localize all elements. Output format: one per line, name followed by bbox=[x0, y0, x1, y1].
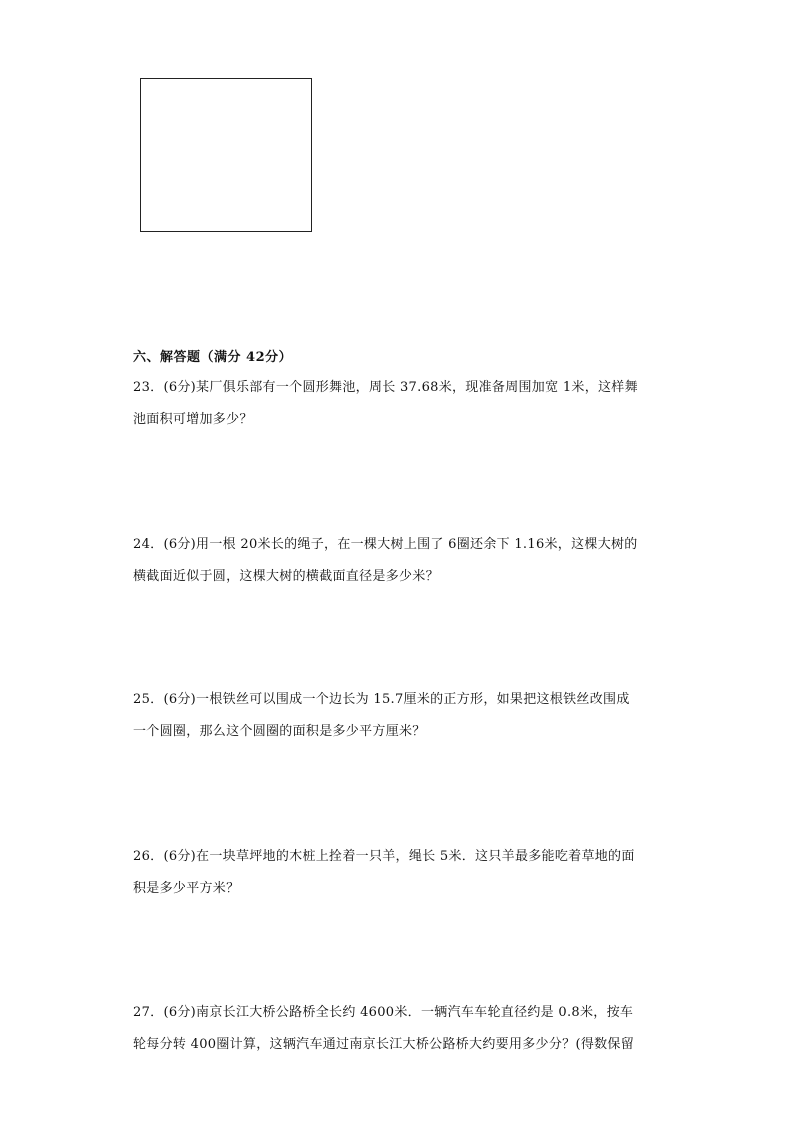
question-27-line-2: 轮每分转 400圈计算，这辆汽车通过南京长江大桥公路桥大约要用多少分？(得数保留 bbox=[133, 1037, 635, 1052]
question-24-line-1: 24．(6分)用一根 20米长的绳子，在一棵大树上围了 6圈还余下 1.16米，这棵大树的 bbox=[133, 537, 638, 552]
question-26 bbox=[133, 841, 663, 905]
question-27 bbox=[133, 997, 663, 1061]
question-23-line-1: 23．(6分)某厂俱乐部有一个圆形舞池，周长 37.68米，现准备周围加宽 1米，这样舞 bbox=[133, 380, 638, 395]
question-23-line-2: 池面积可增加多少？ bbox=[133, 412, 253, 427]
question-24-line-2: 横截面近似于圆，这棵大树的横截面直径是多少米？ bbox=[133, 569, 439, 584]
square-figure bbox=[140, 78, 312, 232]
question-25-line-1: 25．(6分)一根铁丝可以围成一个边长为 15.7厘米的正方形，如果把这根铁丝改围成 bbox=[133, 692, 630, 707]
section-title: 六、解答题（满分 42分） bbox=[133, 350, 293, 365]
question-25-line-2: 一个圆圈，那么这个圆圈的面积是多少平方厘米？ bbox=[133, 724, 426, 739]
question-26-line-2: 积是多少平方米？ bbox=[133, 881, 240, 896]
question-27-line-1: 27．(6分)南京长江大桥公路桥全长约 4600米．一辆汽车车轮直径约是 0.8米，按车 bbox=[133, 1005, 634, 1020]
question-26-line-1: 26．(6分)在一块草坪地的木桩上拴着一只羊，绳长 5米．这只羊最多能吃着草地的面 bbox=[133, 849, 635, 864]
question-24 bbox=[133, 529, 663, 593]
question-23 bbox=[133, 372, 663, 436]
question-25 bbox=[133, 684, 663, 748]
